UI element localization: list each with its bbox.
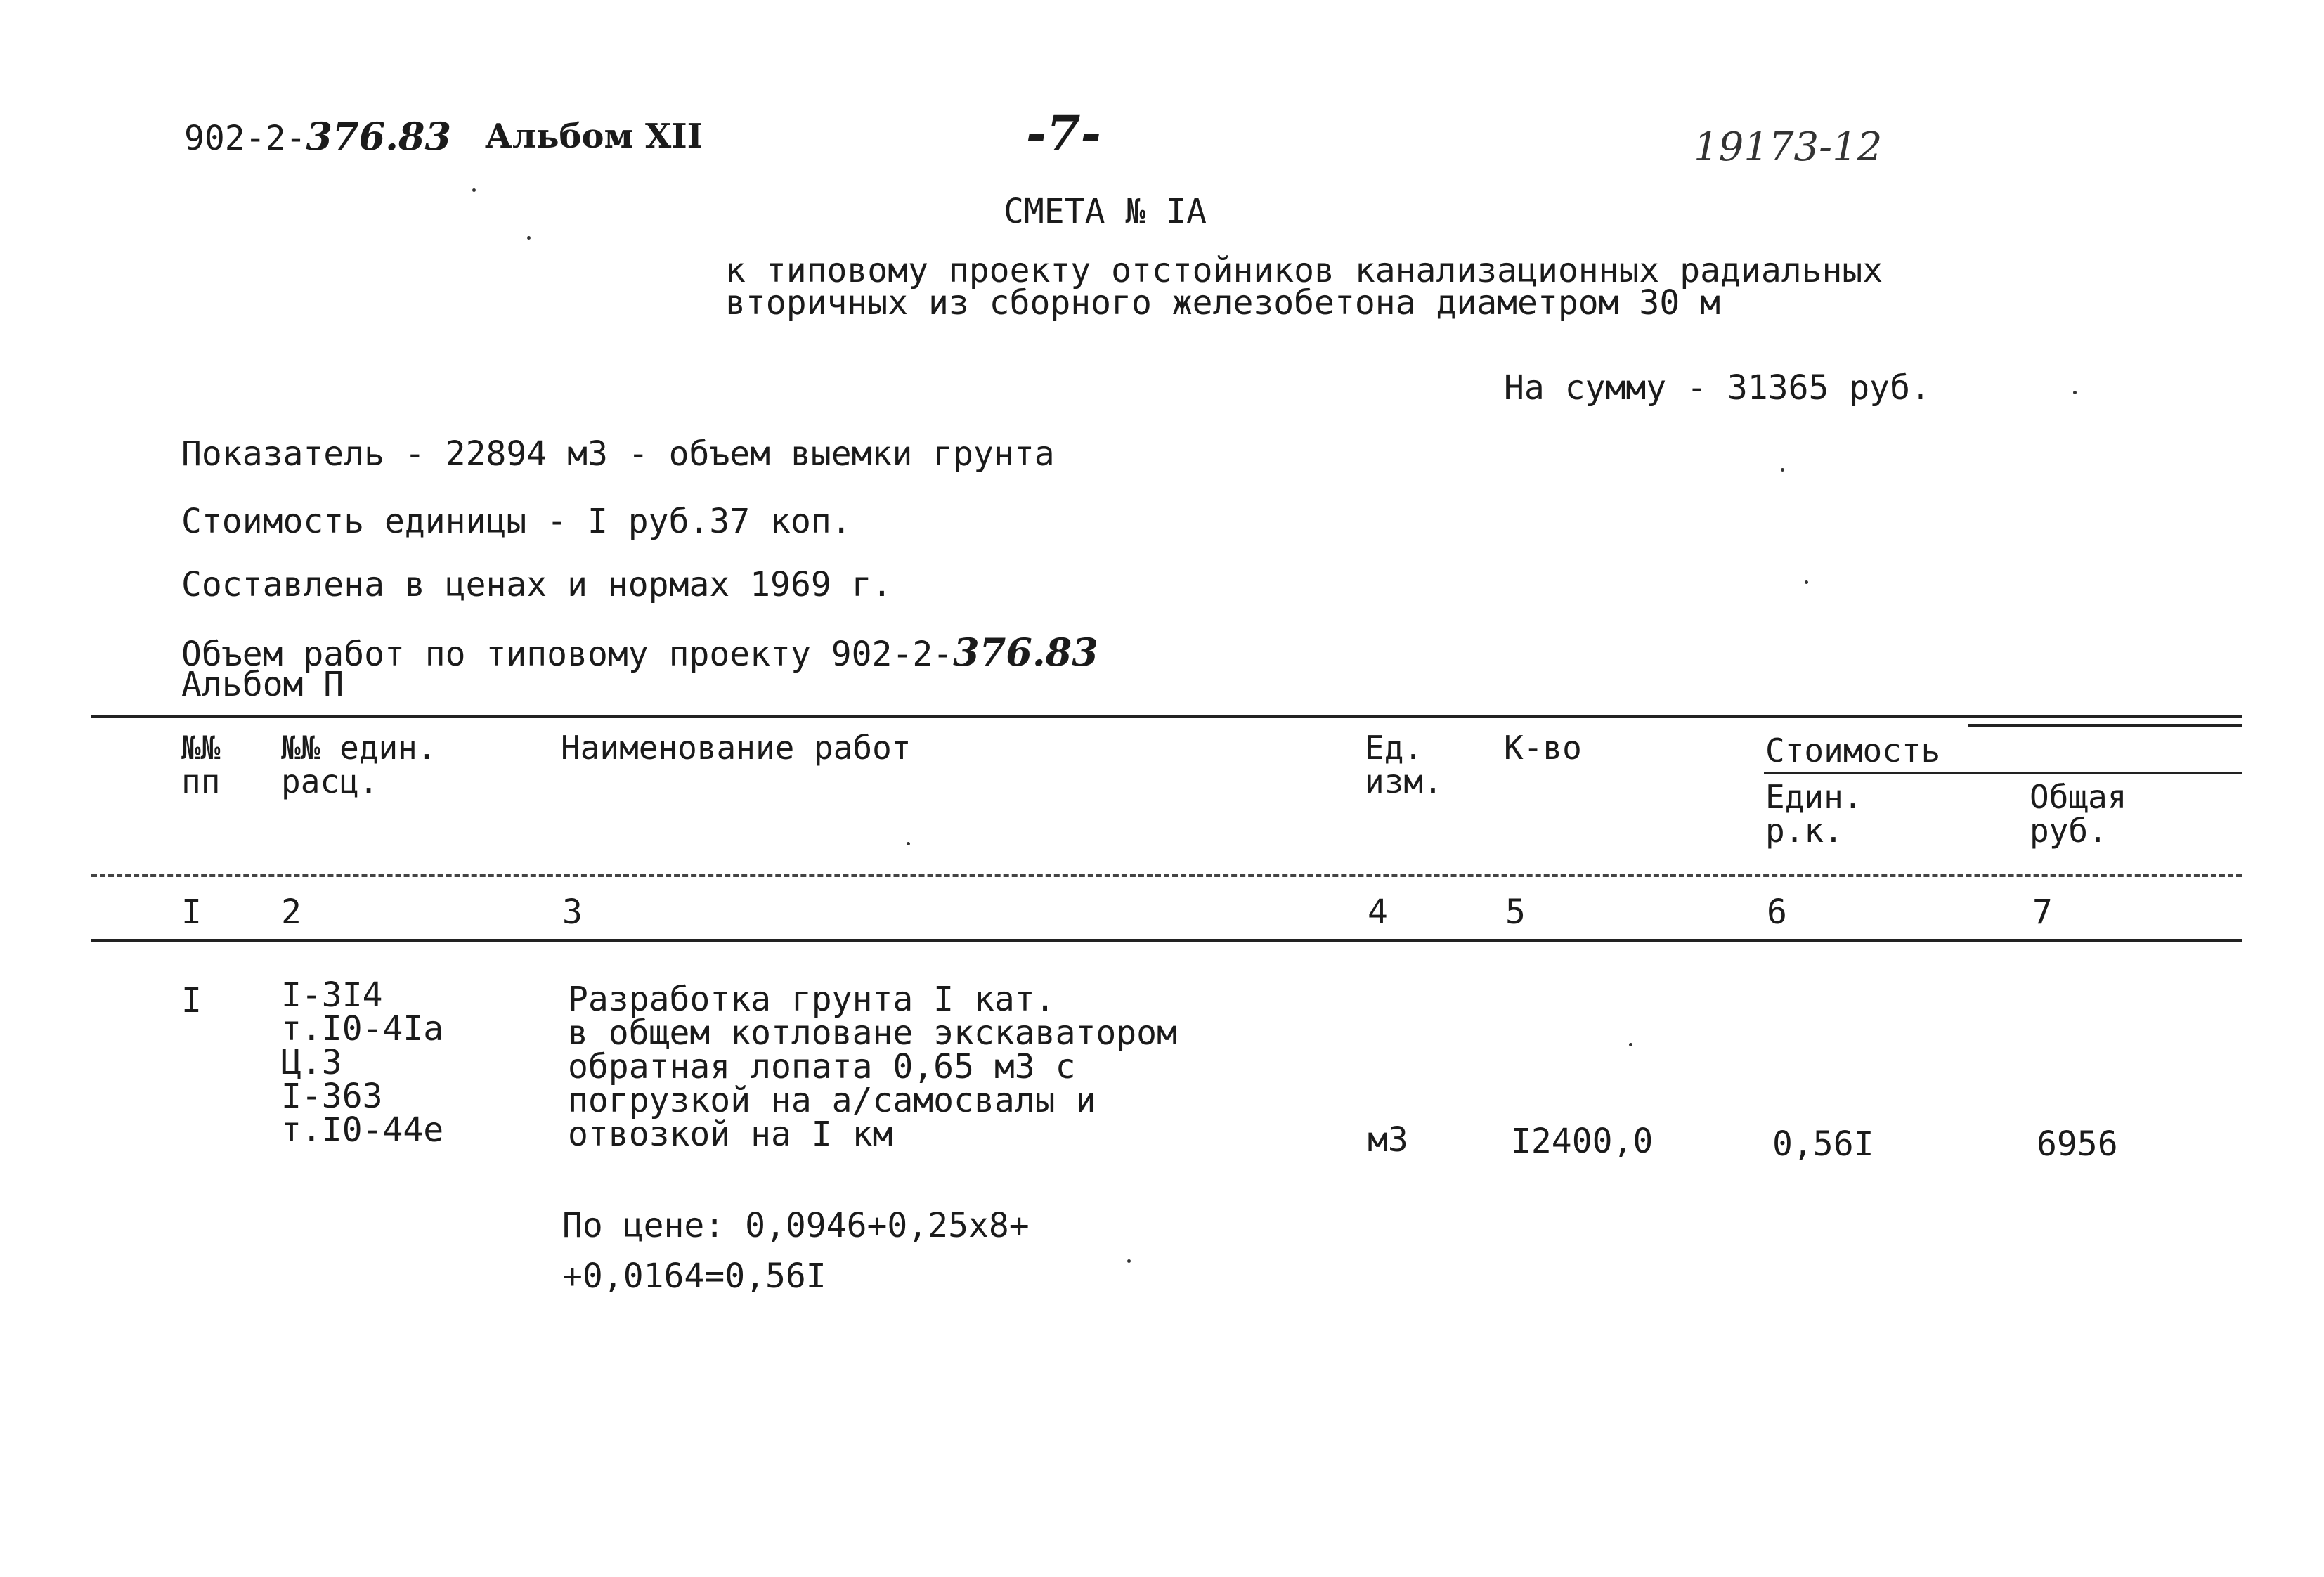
column-number: 5 [1505,893,1526,932]
column-number: 4 [1368,893,1388,932]
column-number-rule [91,939,2242,942]
scan-speck [1127,1259,1131,1263]
column-number: 3 [562,893,583,932]
header-bottom-rule [91,874,2242,877]
column-number: 7 [2032,893,2053,932]
header-unit: Ед. изм. [1365,729,1443,800]
row-quantity: I2400,0 [1511,1122,1654,1161]
row-unit: м3 [1368,1120,1408,1160]
column-number: 6 [1767,893,1787,932]
archive-number: 19173-12 [1694,124,1883,170]
cost-group-rule [1764,772,2242,774]
scan-speck [1805,580,1808,584]
indicator-line: Показатель - 22894 м3 - объем выемки грунта [181,434,1055,474]
scan-speck [2073,391,2077,394]
album-label: Альбом XII [485,117,703,156]
scan-speck [1781,468,1784,472]
header-unit-price: Един. р.к. [1765,778,1863,850]
table-top-rule-right [1968,724,2242,727]
estimate-total: На сумму - 31365 руб. [1504,368,1930,408]
volume-line: Объем работ по типовому проекту 902-2-376.83 [181,630,1098,675]
scan-speck [907,842,910,845]
header-work-name: Наименование работ [561,729,911,767]
column-number: I [181,893,202,932]
estimate-subtitle: к типовому проекту отстойников канализационных радиальных вторичных из сборного железобетона диаметром 30 м [725,251,1883,323]
row-description: Разработка грунта I кат. в общем котловане экскаватором обратная лопата 0,65 м3 с погрузкой на а/самосвалы и отвозкой на I км [568,980,1177,1154]
header-cost-group: Стоимость [1765,732,1941,770]
row-number: I [181,981,202,1020]
header-quantity: К-во [1504,729,1582,767]
table-top-rule [91,715,2242,718]
header-row-number: №№ пп [181,729,221,800]
estimate-title: СМЕТА № IA [1004,192,1207,231]
header-total-price: Общая руб. [2030,778,2127,850]
page-number: -7- [1026,104,1101,162]
volume-album: Альбом П [181,665,344,704]
scan-speck [527,236,531,240]
row-price-note: По цене: 0,0946+0,25х8+ +0,0164=0,56I [562,1206,1030,1296]
unit-cost-line: Стоимость единицы - I руб.37 коп. [181,502,852,541]
row-rate-codes: I-3I4 т.I0-4Ia Ц.3 I-363 т.I0-44е [281,975,444,1150]
row-unit-price: 0,56I [1772,1124,1874,1164]
scan-speck [1629,1043,1632,1046]
document-code: 902-2-376.83 [184,114,452,159]
prices-line: Составлена в ценах и нормах 1969 г. [181,565,892,604]
scan-speck [472,188,476,192]
column-number: 2 [281,893,301,932]
row-total: 6956 [2037,1124,2118,1164]
header-rate-number: №№ един. расц. [281,729,437,800]
